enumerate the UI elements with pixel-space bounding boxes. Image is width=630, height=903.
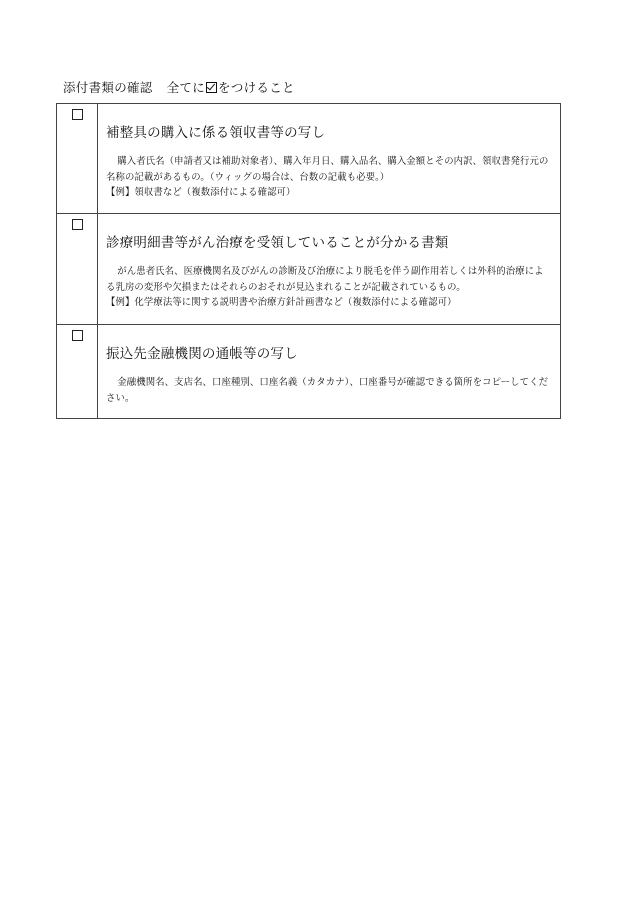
document-title: 補整具の購入に係る領収書等の写し <box>106 125 326 141</box>
document-title: 振込先金融機関の通帳等の写し <box>106 346 298 362</box>
heading-instruction-before: 全てに <box>166 80 206 95</box>
document-cell <box>98 214 561 325</box>
checkbox-cell <box>57 214 98 325</box>
checked-box-icon <box>206 82 217 93</box>
document-example: 【例】領収書など（複数添付による確認可） <box>106 187 296 198</box>
document-description: がん患者氏名、医療機関名及びがんの診断及び治療により脱毛を伴う副作用若しくは外科的治療による乳房の変形や欠損またはそれらのおそれが見込まれることが記載されているもの。 <box>106 266 544 293</box>
document-description: 金融機関名、支店名、口座種別、口座名義（カタカナ）、口座番号が確認できる箇所をコピーしてください。 <box>106 377 549 404</box>
bank-passbook-checkbox[interactable] <box>72 330 83 341</box>
checkbox-cell <box>57 104 98 214</box>
heading-title: 添付書類の確認 <box>63 80 153 95</box>
attachment-check-heading <box>63 78 295 96</box>
checklist-row-receipt <box>57 104 561 214</box>
medical-statement-checkbox[interactable] <box>72 219 83 230</box>
attachment-checklist-table <box>56 103 561 419</box>
document-description: 購入者氏名（申請者又は補助対象者）、購入年月日、購入品名、購入金額とその内訳、領収書発行元の名称の記載があるもの。（ウィッグの場合は、台数の記載も必要。） <box>106 156 549 183</box>
checklist-row-medical-statement <box>57 214 561 325</box>
checklist-row-bank-passbook <box>57 325 561 419</box>
document-title: 診療明細書等がん治療を受領していることが分かる書類 <box>106 235 449 251</box>
checkbox-cell <box>57 325 98 419</box>
receipt-checkbox[interactable] <box>72 109 83 120</box>
document-cell <box>98 104 561 214</box>
document-example: 【例】化学療法等に関する説明書や治療方針計画書など（複数添付による確認可） <box>106 297 457 308</box>
document-cell <box>98 325 561 419</box>
heading-instruction-after: をつけること <box>218 80 295 95</box>
